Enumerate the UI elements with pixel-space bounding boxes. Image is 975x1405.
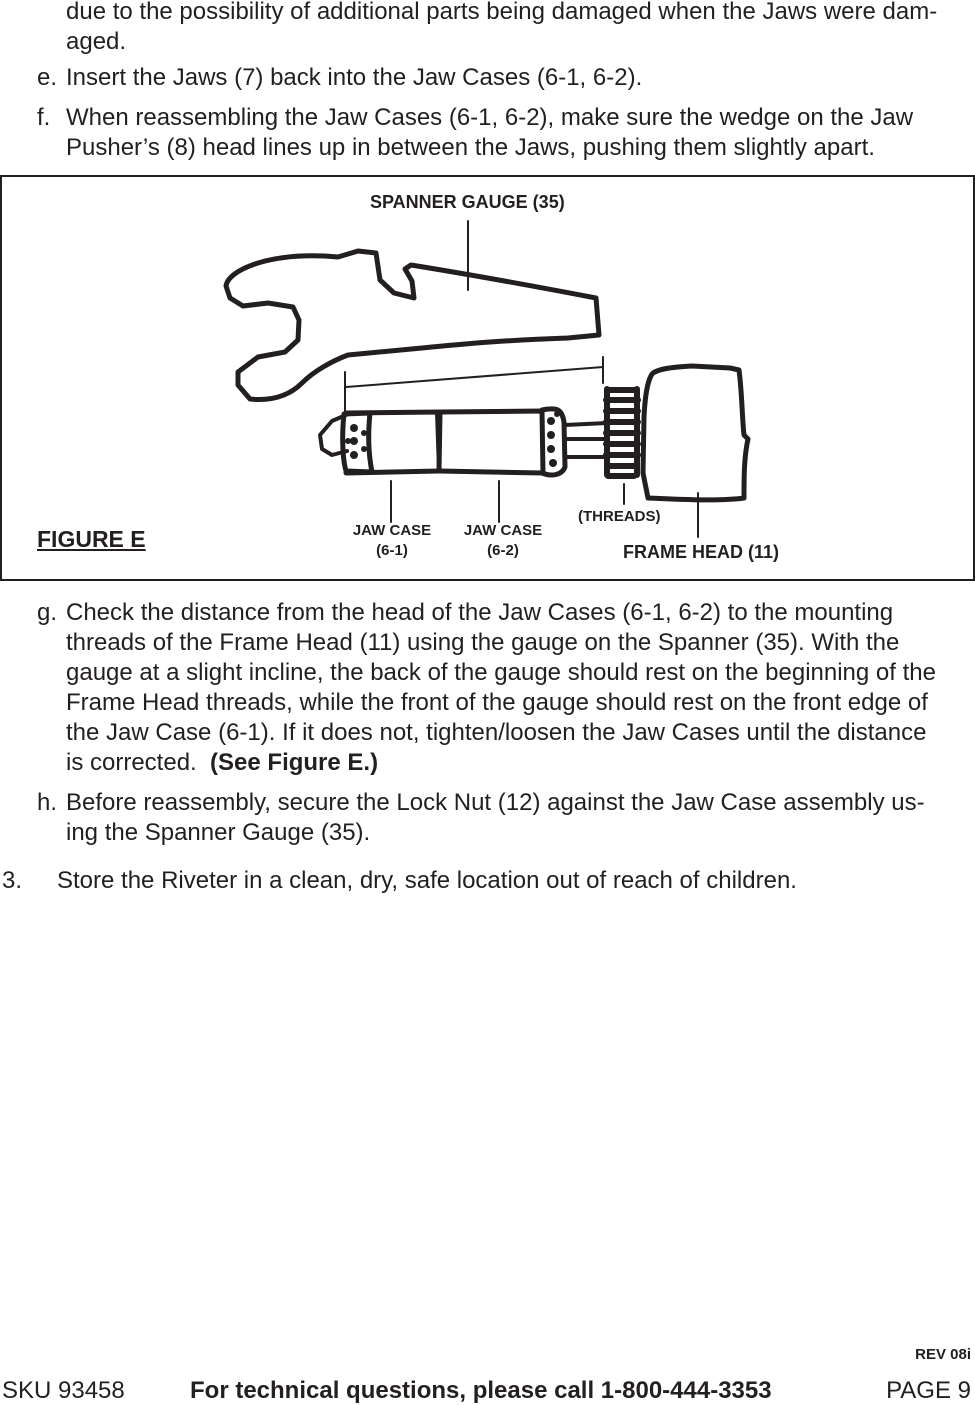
- step-f-line-1: When reassembling the Jaw Cases (6-1, 6-2), make sure the wedge on the Jaw: [66, 104, 914, 131]
- step-h-line-2: ing the Spanner Gauge (35).: [66, 819, 371, 846]
- step-g-line-2: threads of the Frame Head (11) using the gauge on the Spanner (35). With the: [66, 629, 900, 656]
- shaft-top: [565, 423, 607, 425]
- step-g-line-4: Frame Head threads, while the front of the gauge should rest on the front edge of: [66, 689, 928, 716]
- step-f-marker: f.: [37, 104, 51, 131]
- spanner-outline: [226, 251, 599, 399]
- threads-label: (THREADS): [578, 508, 661, 525]
- see-figure-e-ref: (See Figure E.): [210, 749, 379, 776]
- step-g-line-5: the Jaw Case (6-1). If it does not, tighten/loosen the Jaw Cases until the distance: [66, 719, 927, 746]
- step-g-line-3: gauge at a slight incline, the back of the gauge should rest on the beginning of the: [66, 659, 936, 686]
- figure-e: [0, 175, 975, 581]
- riveter-diagram: [2, 177, 973, 579]
- jaw-case-6-2-number: (6-2): [487, 542, 519, 559]
- step-g-line-6-text: is corrected.: [66, 749, 211, 776]
- sku-label: SKU 93458: [2, 1377, 125, 1404]
- spanner-gauge-label: SPANNER GAUGE (35): [370, 192, 565, 212]
- page-number: PAGE 9: [886, 1377, 971, 1404]
- frame-head-threads: [606, 389, 638, 476]
- frame-head-label: FRAME HEAD (11): [623, 542, 780, 562]
- jaw-case-rivets: [345, 411, 560, 467]
- gauge-measure-line: [346, 367, 603, 387]
- step-e-text: Insert the Jaws (7) back into the Jaw Cases (6-1, 6-2).: [66, 64, 643, 91]
- step-e-marker: e.: [37, 64, 58, 91]
- jaw-case-6-1-label: [344, 521, 440, 561]
- revision-label: REV 08i: [915, 1346, 971, 1363]
- jaw-case-6-2-label: [455, 521, 551, 561]
- step-3-marker: 3.: [2, 867, 23, 894]
- jaw-case-6-1-name: JAW CASE: [352, 522, 432, 539]
- continuation-line-2: aged.: [66, 28, 127, 55]
- frame-head-outline: [643, 366, 748, 500]
- step-h-line-1: Before reassembly, secure the Lock Nut (12) against the Jaw Case assembly us-: [66, 789, 925, 816]
- step-h-marker: h.: [37, 789, 58, 816]
- support-contact: For technical questions, please call 1-800-444-3353: [190, 1377, 772, 1404]
- continuation-line-1: due to the possibility of additional parts being damaged when the Jaws were dam-: [66, 0, 938, 25]
- jaw-case-6-1-number: (6-1): [376, 542, 408, 559]
- figure-title: FIGURE E: [37, 526, 146, 552]
- jaw-case-6-2-name: JAW CASE: [463, 522, 543, 539]
- step-g-marker: g.: [37, 599, 58, 626]
- step-3-text: Store the Riveter in a clean, dry, safe location out of reach of children.: [57, 867, 797, 894]
- step-g-line-6: [66, 748, 378, 778]
- step-g-line-1: Check the distance from the head of the Jaw Cases (6-1, 6-2) to the mounting: [66, 599, 894, 626]
- step-f-line-2: Pusher’s (8) head lines up in between the Jaws, pushing them slightly apart.: [66, 134, 875, 161]
- jaw-case-6-1-body: [346, 412, 440, 473]
- jaw-case-divider: [437, 413, 439, 470]
- jaw-case-6-2-body: [439, 411, 543, 473]
